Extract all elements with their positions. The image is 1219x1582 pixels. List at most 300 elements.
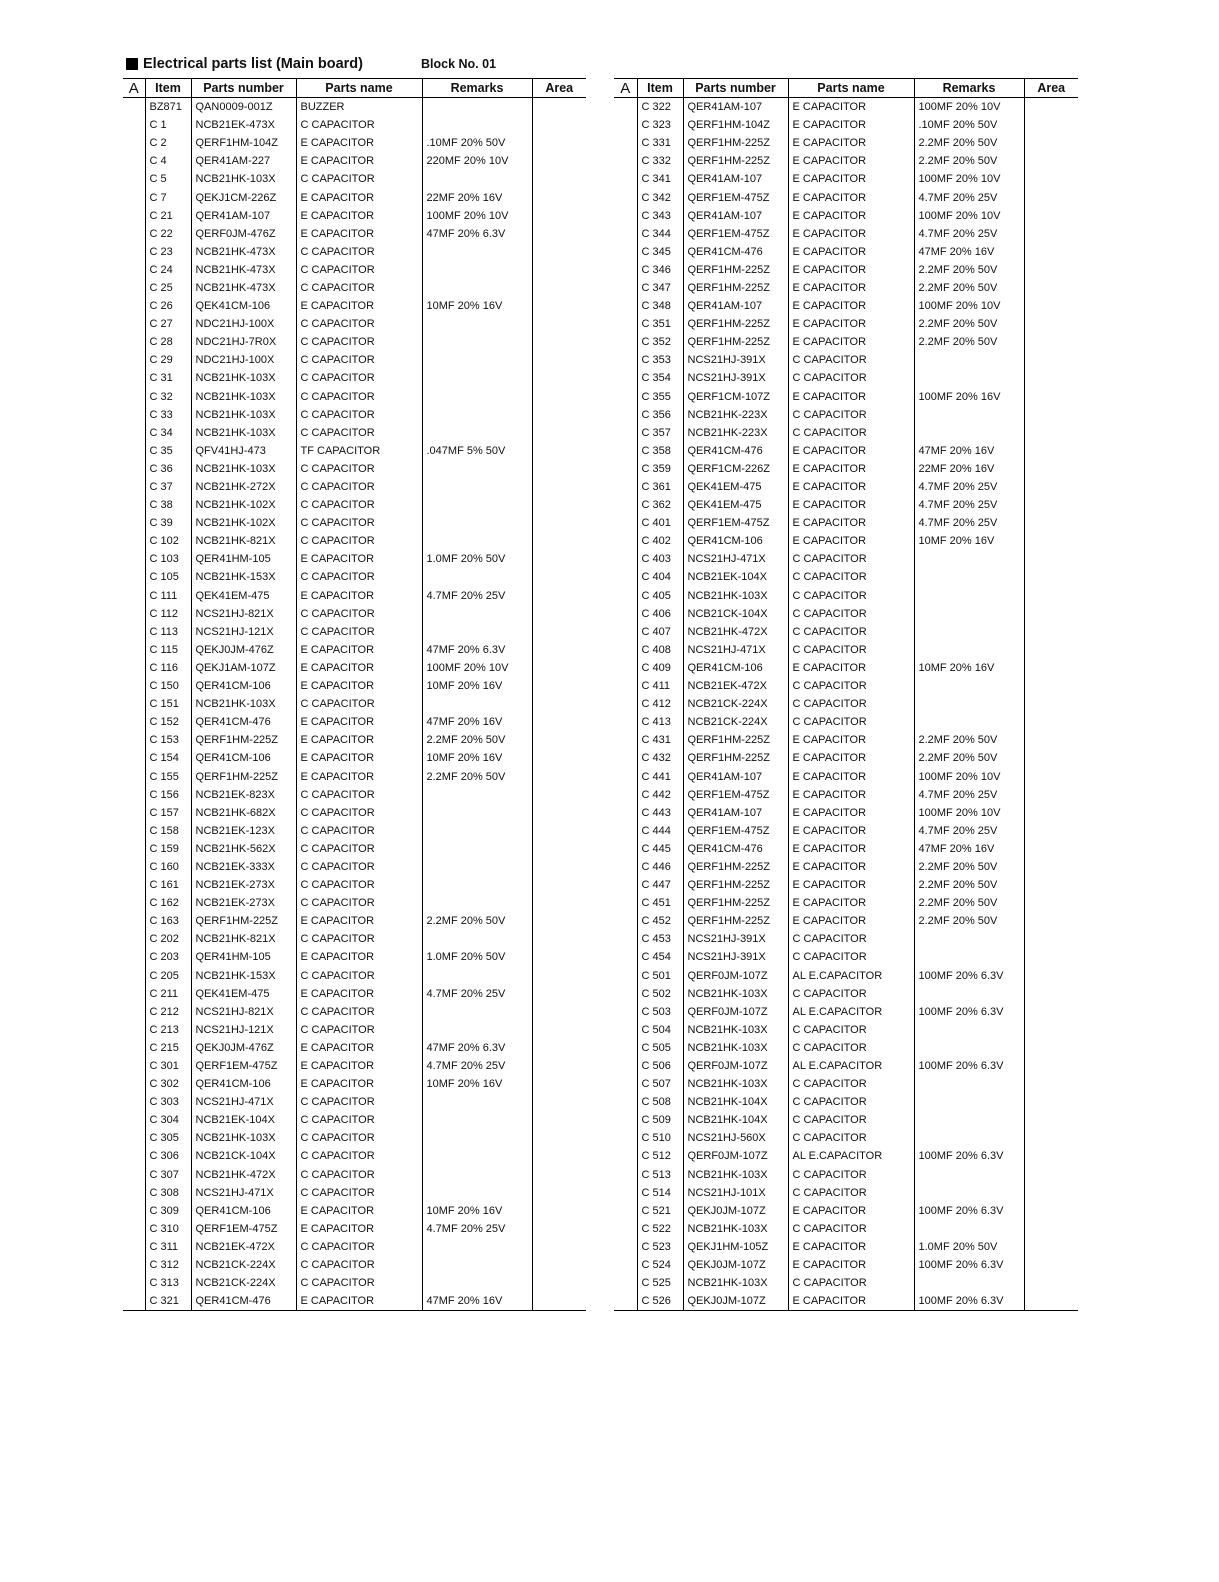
table-row bbox=[614, 967, 1078, 985]
item-cell: C 432 bbox=[637, 749, 683, 767]
remarks-cell: 2.2MF 20% 50V bbox=[914, 876, 1024, 894]
item-cell: C 211 bbox=[145, 985, 191, 1003]
a-cell bbox=[123, 460, 145, 478]
a-cell bbox=[614, 1075, 637, 1093]
part-name-cell: E CAPACITOR bbox=[296, 550, 422, 568]
remarks-cell: 100MF 20% 10V bbox=[914, 207, 1024, 225]
item-cell: C 442 bbox=[637, 786, 683, 804]
item-cell: C 509 bbox=[637, 1111, 683, 1129]
remarks-cell: 2.2MF 20% 50V bbox=[422, 912, 532, 930]
item-cell: C 160 bbox=[145, 858, 191, 876]
part-number-cell: QERF0JM-107Z bbox=[683, 1147, 788, 1165]
part-number-cell: QER41CM-476 bbox=[683, 840, 788, 858]
part-number-cell: QERF0JM-107Z bbox=[683, 967, 788, 985]
remarks-cell bbox=[422, 1003, 532, 1021]
part-number-cell: NCB21HK-103X bbox=[683, 1039, 788, 1057]
remarks-cell: 2.2MF 20% 50V bbox=[914, 749, 1024, 767]
remarks-cell: 100MF 20% 6.3V bbox=[914, 1057, 1024, 1075]
remarks-cell bbox=[422, 388, 532, 406]
area-cell bbox=[1024, 731, 1078, 749]
table-row bbox=[614, 804, 1078, 822]
part-number-cell: QER41CM-106 bbox=[683, 532, 788, 550]
a-cell bbox=[123, 514, 145, 532]
part-number-cell: NCB21HK-103X bbox=[683, 1021, 788, 1039]
remarks-cell bbox=[914, 351, 1024, 369]
part-name-cell: E CAPACITOR bbox=[788, 98, 914, 117]
part-number-cell: QERF0JM-476Z bbox=[191, 225, 296, 243]
area-cell bbox=[532, 1220, 586, 1238]
part-number-cell: NCS21HJ-471X bbox=[191, 1184, 296, 1202]
part-number-cell: NCB21EK-473X bbox=[191, 116, 296, 134]
remarks-cell bbox=[422, 894, 532, 912]
part-number-cell: NCB21CK-104X bbox=[191, 1147, 296, 1165]
a-cell bbox=[123, 297, 145, 315]
part-name-cell: E CAPACITOR bbox=[788, 315, 914, 333]
item-cell: C 431 bbox=[637, 731, 683, 749]
table-row bbox=[123, 659, 586, 677]
a-cell bbox=[123, 315, 145, 333]
item-cell: C 29 bbox=[145, 351, 191, 369]
item-cell: C 507 bbox=[637, 1075, 683, 1093]
part-name-cell: C CAPACITOR bbox=[788, 641, 914, 659]
part-number-cell: NCS21HJ-821X bbox=[191, 605, 296, 623]
a-cell bbox=[123, 188, 145, 206]
a-cell bbox=[614, 840, 637, 858]
a-cell bbox=[614, 333, 637, 351]
area-cell bbox=[532, 948, 586, 966]
table-row bbox=[614, 731, 1078, 749]
area-cell bbox=[1024, 170, 1078, 188]
part-name-cell: C CAPACITOR bbox=[296, 568, 422, 586]
part-number-cell: QER41CM-106 bbox=[191, 1202, 296, 1220]
part-number-cell: QERF0JM-107Z bbox=[683, 1057, 788, 1075]
table-row bbox=[123, 1147, 586, 1165]
area-cell bbox=[532, 98, 586, 117]
item-cell: C 523 bbox=[637, 1238, 683, 1256]
item-cell: C 506 bbox=[637, 1057, 683, 1075]
area-cell bbox=[1024, 1093, 1078, 1111]
remarks-cell bbox=[422, 116, 532, 134]
item-cell: C 5 bbox=[145, 170, 191, 188]
part-name-cell: AL E.CAPACITOR bbox=[788, 1147, 914, 1165]
item-cell: C 408 bbox=[637, 641, 683, 659]
area-cell bbox=[1024, 1021, 1078, 1039]
part-number-cell: QEKJ1AM-107Z bbox=[191, 659, 296, 677]
item-cell: C 203 bbox=[145, 948, 191, 966]
area-cell bbox=[532, 912, 586, 930]
a-cell bbox=[123, 1292, 145, 1311]
part-number-cell: NCB21HK-473X bbox=[191, 261, 296, 279]
table-row bbox=[614, 1202, 1078, 1220]
table-row bbox=[614, 587, 1078, 605]
table-row bbox=[614, 170, 1078, 188]
item-cell: C 341 bbox=[637, 170, 683, 188]
part-number-cell: QERF1HM-225Z bbox=[191, 912, 296, 930]
part-name-cell: E CAPACITOR bbox=[788, 297, 914, 315]
area-cell bbox=[1024, 967, 1078, 985]
remarks-cell bbox=[422, 1166, 532, 1184]
item-cell: C 4 bbox=[145, 152, 191, 170]
remarks-cell bbox=[422, 1184, 532, 1202]
area-cell bbox=[1024, 1147, 1078, 1165]
remarks-cell bbox=[914, 1021, 1024, 1039]
remarks-cell bbox=[422, 858, 532, 876]
item-cell: C 152 bbox=[145, 713, 191, 731]
a-cell bbox=[123, 152, 145, 170]
part-name-cell: E CAPACITOR bbox=[788, 116, 914, 134]
area-cell bbox=[532, 369, 586, 387]
remarks-cell: 4.7MF 20% 25V bbox=[914, 225, 1024, 243]
remarks-cell: 4.7MF 20% 25V bbox=[914, 822, 1024, 840]
part-name-cell: C CAPACITOR bbox=[788, 406, 914, 424]
a-cell bbox=[614, 532, 637, 550]
part-name-cell: E CAPACITOR bbox=[296, 677, 422, 695]
table-row bbox=[123, 623, 586, 641]
area-cell bbox=[1024, 695, 1078, 713]
part-number-cell: NCB21HK-472X bbox=[683, 623, 788, 641]
area-cell bbox=[532, 677, 586, 695]
area-cell bbox=[1024, 713, 1078, 731]
a-cell bbox=[614, 1057, 637, 1075]
part-number-cell: QER41CM-476 bbox=[683, 243, 788, 261]
a-cell bbox=[614, 1274, 637, 1292]
area-cell bbox=[532, 116, 586, 134]
part-number-cell: QEK41EM-475 bbox=[683, 478, 788, 496]
remarks-cell: 47MF 20% 6.3V bbox=[422, 1039, 532, 1057]
remarks-cell: 2.2MF 20% 50V bbox=[914, 731, 1024, 749]
item-cell: C 403 bbox=[637, 550, 683, 568]
area-cell bbox=[1024, 496, 1078, 514]
a-cell bbox=[614, 496, 637, 514]
part-number-cell: QEKJ0JM-476Z bbox=[191, 1039, 296, 1057]
a-cell bbox=[123, 1202, 145, 1220]
area-cell bbox=[1024, 677, 1078, 695]
part-number-cell: QER41AM-107 bbox=[683, 170, 788, 188]
remarks-cell: 100MF 20% 6.3V bbox=[914, 1003, 1024, 1021]
part-number-cell: QEKJ1HM-105Z bbox=[683, 1238, 788, 1256]
part-name-cell: C CAPACITOR bbox=[296, 786, 422, 804]
area-cell bbox=[1024, 134, 1078, 152]
remarks-cell bbox=[914, 587, 1024, 605]
item-cell: C 402 bbox=[637, 532, 683, 550]
a-cell bbox=[614, 858, 637, 876]
remarks-cell: 22MF 20% 16V bbox=[422, 188, 532, 206]
area-cell bbox=[532, 315, 586, 333]
remarks-cell: 100MF 20% 10V bbox=[914, 98, 1024, 117]
a-cell bbox=[123, 1039, 145, 1057]
area-cell bbox=[1024, 749, 1078, 767]
table-row bbox=[123, 1274, 586, 1292]
item-cell: C 1 bbox=[145, 116, 191, 134]
remarks-cell: 100MF 20% 6.3V bbox=[914, 1292, 1024, 1311]
item-cell: C 451 bbox=[637, 894, 683, 912]
part-name-cell: E CAPACITOR bbox=[296, 134, 422, 152]
a-cell bbox=[614, 1003, 637, 1021]
table-row bbox=[614, 406, 1078, 424]
part-name-cell: C CAPACITOR bbox=[296, 1003, 422, 1021]
remarks-cell: 4.7MF 20% 25V bbox=[914, 188, 1024, 206]
part-name-cell: E CAPACITOR bbox=[788, 170, 914, 188]
part-number-cell: NCB21EK-123X bbox=[191, 822, 296, 840]
part-name-cell: E CAPACITOR bbox=[296, 152, 422, 170]
table-row bbox=[614, 1111, 1078, 1129]
remarks-cell bbox=[422, 532, 532, 550]
part-number-cell: NCS21HJ-471X bbox=[683, 550, 788, 568]
table-row bbox=[614, 858, 1078, 876]
part-name-cell: C CAPACITOR bbox=[296, 1147, 422, 1165]
part-number-cell: NCB21HK-103X bbox=[683, 1075, 788, 1093]
part-name-cell: C CAPACITOR bbox=[296, 930, 422, 948]
block-number: Block No. 01 bbox=[421, 57, 497, 71]
part-number-cell: QERF1CM-226Z bbox=[683, 460, 788, 478]
table-row bbox=[123, 1292, 586, 1311]
item-cell: C 308 bbox=[145, 1184, 191, 1202]
remarks-cell: 100MF 20% 10V bbox=[914, 767, 1024, 785]
part-number-cell: QER41CM-106 bbox=[683, 659, 788, 677]
part-number-cell: QER41CM-476 bbox=[191, 713, 296, 731]
remarks-cell: 2.2MF 20% 50V bbox=[914, 134, 1024, 152]
table-row bbox=[123, 894, 586, 912]
area-cell bbox=[532, 207, 586, 225]
part-number-cell: NCB21HK-103X bbox=[683, 1166, 788, 1184]
remarks-cell: 100MF 20% 6.3V bbox=[914, 1256, 1024, 1274]
a-cell bbox=[614, 442, 637, 460]
part-name-cell: C CAPACITOR bbox=[788, 1093, 914, 1111]
item-cell: C 446 bbox=[637, 858, 683, 876]
part-name-cell: C CAPACITOR bbox=[788, 695, 914, 713]
item-cell: C 303 bbox=[145, 1093, 191, 1111]
part-number-cell: QER41AM-107 bbox=[683, 98, 788, 117]
item-cell: C 344 bbox=[637, 225, 683, 243]
item-cell: C 454 bbox=[637, 948, 683, 966]
part-number-cell: NDC21HJ-7R0X bbox=[191, 333, 296, 351]
table-row bbox=[123, 315, 586, 333]
remarks-cell: 10MF 20% 16V bbox=[422, 677, 532, 695]
part-name-cell: C CAPACITOR bbox=[296, 894, 422, 912]
remarks-cell: 10MF 20% 16V bbox=[422, 749, 532, 767]
table-row bbox=[614, 496, 1078, 514]
a-cell bbox=[123, 804, 145, 822]
header-item: Item bbox=[637, 79, 683, 98]
a-cell bbox=[123, 1238, 145, 1256]
remarks-cell bbox=[422, 1238, 532, 1256]
part-name-cell: E CAPACITOR bbox=[296, 641, 422, 659]
header-remarks: Remarks bbox=[914, 79, 1024, 98]
part-name-cell: E CAPACITOR bbox=[788, 279, 914, 297]
remarks-cell: 2.2MF 20% 50V bbox=[422, 731, 532, 749]
a-cell bbox=[614, 116, 637, 134]
item-cell: C 306 bbox=[145, 1147, 191, 1165]
a-cell bbox=[614, 388, 637, 406]
a-cell bbox=[123, 1003, 145, 1021]
table-row bbox=[614, 369, 1078, 387]
item-cell: C 404 bbox=[637, 568, 683, 586]
part-number-cell: NCB21HK-103X bbox=[191, 460, 296, 478]
part-name-cell: C CAPACITOR bbox=[788, 948, 914, 966]
table-row bbox=[614, 460, 1078, 478]
part-name-cell: E CAPACITOR bbox=[788, 207, 914, 225]
area-cell bbox=[532, 1003, 586, 1021]
area-cell bbox=[532, 1111, 586, 1129]
part-number-cell: NCB21HK-103X bbox=[191, 406, 296, 424]
part-name-cell: C CAPACITOR bbox=[296, 369, 422, 387]
part-number-cell: NCS21HJ-391X bbox=[683, 369, 788, 387]
table-row bbox=[614, 985, 1078, 1003]
area-cell bbox=[532, 297, 586, 315]
part-name-cell: C CAPACITOR bbox=[296, 840, 422, 858]
table-row bbox=[123, 587, 586, 605]
item-cell: C 202 bbox=[145, 930, 191, 948]
area-cell bbox=[1024, 786, 1078, 804]
part-number-cell: NCS21HJ-471X bbox=[683, 641, 788, 659]
a-cell bbox=[123, 894, 145, 912]
table-row bbox=[614, 695, 1078, 713]
part-name-cell: C CAPACITOR bbox=[296, 532, 422, 550]
area-cell bbox=[1024, 297, 1078, 315]
parts-table-left bbox=[123, 78, 586, 1311]
remarks-cell: 1.0MF 20% 50V bbox=[422, 550, 532, 568]
table-row bbox=[123, 532, 586, 550]
a-cell bbox=[614, 930, 637, 948]
table-row bbox=[614, 442, 1078, 460]
a-cell bbox=[614, 568, 637, 586]
remarks-cell bbox=[422, 1093, 532, 1111]
area-cell bbox=[532, 605, 586, 623]
a-cell bbox=[123, 170, 145, 188]
table-row bbox=[123, 822, 586, 840]
part-number-cell: QERF1EM-475Z bbox=[191, 1220, 296, 1238]
part-number-cell: QERF1HM-225Z bbox=[683, 749, 788, 767]
area-cell bbox=[1024, 98, 1078, 117]
a-cell bbox=[614, 406, 637, 424]
part-number-cell: QERF1HM-225Z bbox=[683, 876, 788, 894]
table-row bbox=[614, 279, 1078, 297]
remarks-cell: 4.7MF 20% 25V bbox=[914, 478, 1024, 496]
area-cell bbox=[1024, 532, 1078, 550]
table-row bbox=[614, 1075, 1078, 1093]
part-name-cell: C CAPACITOR bbox=[296, 967, 422, 985]
title-text: Electrical parts list (Main board) bbox=[143, 56, 363, 72]
remarks-cell bbox=[422, 478, 532, 496]
item-cell: C 26 bbox=[145, 297, 191, 315]
table-row bbox=[123, 388, 586, 406]
remarks-cell: 100MF 20% 6.3V bbox=[914, 1147, 1024, 1165]
part-number-cell: QER41AM-107 bbox=[683, 207, 788, 225]
a-cell bbox=[614, 1220, 637, 1238]
part-name-cell: C CAPACITOR bbox=[788, 568, 914, 586]
remarks-cell: 2.2MF 20% 50V bbox=[914, 858, 1024, 876]
item-cell: C 33 bbox=[145, 406, 191, 424]
table-row bbox=[614, 1274, 1078, 1292]
item-cell: C 401 bbox=[637, 514, 683, 532]
part-number-cell: NCB21CK-224X bbox=[191, 1256, 296, 1274]
a-cell bbox=[123, 930, 145, 948]
item-cell: C 310 bbox=[145, 1220, 191, 1238]
part-name-cell: E CAPACITOR bbox=[788, 388, 914, 406]
a-cell bbox=[123, 243, 145, 261]
part-number-cell: NCB21HK-102X bbox=[191, 496, 296, 514]
part-name-cell: C CAPACITOR bbox=[788, 1075, 914, 1093]
item-cell: C 155 bbox=[145, 767, 191, 785]
item-cell: C 37 bbox=[145, 478, 191, 496]
part-number-cell: QEKJ0JM-476Z bbox=[191, 641, 296, 659]
item-cell: C 105 bbox=[145, 568, 191, 586]
part-number-cell: NCB21EK-104X bbox=[191, 1111, 296, 1129]
remarks-cell bbox=[422, 261, 532, 279]
a-cell bbox=[614, 98, 637, 117]
part-name-cell: E CAPACITOR bbox=[296, 948, 422, 966]
a-cell bbox=[123, 840, 145, 858]
item-cell: C 524 bbox=[637, 1256, 683, 1274]
a-cell bbox=[123, 424, 145, 442]
remarks-cell: 1.0MF 20% 50V bbox=[914, 1238, 1024, 1256]
a-cell bbox=[614, 1184, 637, 1202]
table-row bbox=[614, 1292, 1078, 1311]
table-row bbox=[614, 912, 1078, 930]
area-cell bbox=[1024, 1220, 1078, 1238]
part-name-cell: C CAPACITOR bbox=[296, 1129, 422, 1147]
a-cell bbox=[123, 786, 145, 804]
item-cell: C 407 bbox=[637, 623, 683, 641]
table-row bbox=[123, 930, 586, 948]
table-row bbox=[614, 207, 1078, 225]
a-cell bbox=[123, 1111, 145, 1129]
remarks-cell bbox=[914, 406, 1024, 424]
a-cell bbox=[614, 894, 637, 912]
a-cell bbox=[614, 659, 637, 677]
remarks-cell bbox=[914, 1111, 1024, 1129]
part-number-cell: NCS21HJ-471X bbox=[191, 1093, 296, 1111]
area-cell bbox=[532, 804, 586, 822]
table-row bbox=[123, 967, 586, 985]
table-row bbox=[614, 1021, 1078, 1039]
table-row bbox=[614, 641, 1078, 659]
table-row bbox=[614, 786, 1078, 804]
item-cell: C 111 bbox=[145, 587, 191, 605]
table-row bbox=[614, 188, 1078, 206]
table-body-right bbox=[614, 98, 1078, 1311]
area-cell bbox=[532, 894, 586, 912]
a-cell bbox=[123, 713, 145, 731]
part-name-cell: C CAPACITOR bbox=[788, 930, 914, 948]
table-row bbox=[123, 116, 586, 134]
item-cell: C 447 bbox=[637, 876, 683, 894]
table-row bbox=[123, 948, 586, 966]
area-cell bbox=[532, 1274, 586, 1292]
area-cell bbox=[1024, 894, 1078, 912]
part-name-cell: C CAPACITOR bbox=[296, 406, 422, 424]
a-cell bbox=[614, 243, 637, 261]
part-number-cell: QERF1HM-225Z bbox=[683, 894, 788, 912]
table-row bbox=[614, 243, 1078, 261]
table-row bbox=[123, 98, 586, 117]
item-cell: C 525 bbox=[637, 1274, 683, 1292]
table-row bbox=[123, 369, 586, 387]
a-cell bbox=[123, 388, 145, 406]
remarks-cell: .10MF 20% 50V bbox=[422, 134, 532, 152]
part-number-cell: NCB21HK-821X bbox=[191, 532, 296, 550]
table-row bbox=[614, 351, 1078, 369]
a-cell bbox=[614, 587, 637, 605]
part-name-cell: C CAPACITOR bbox=[296, 351, 422, 369]
part-number-cell: NCB21HK-473X bbox=[191, 243, 296, 261]
remarks-cell bbox=[422, 351, 532, 369]
header-remarks: Remarks bbox=[422, 79, 532, 98]
area-cell bbox=[532, 749, 586, 767]
remarks-cell: 47MF 20% 16V bbox=[914, 840, 1024, 858]
part-name-cell: E CAPACITOR bbox=[296, 659, 422, 677]
remarks-cell bbox=[914, 1166, 1024, 1184]
